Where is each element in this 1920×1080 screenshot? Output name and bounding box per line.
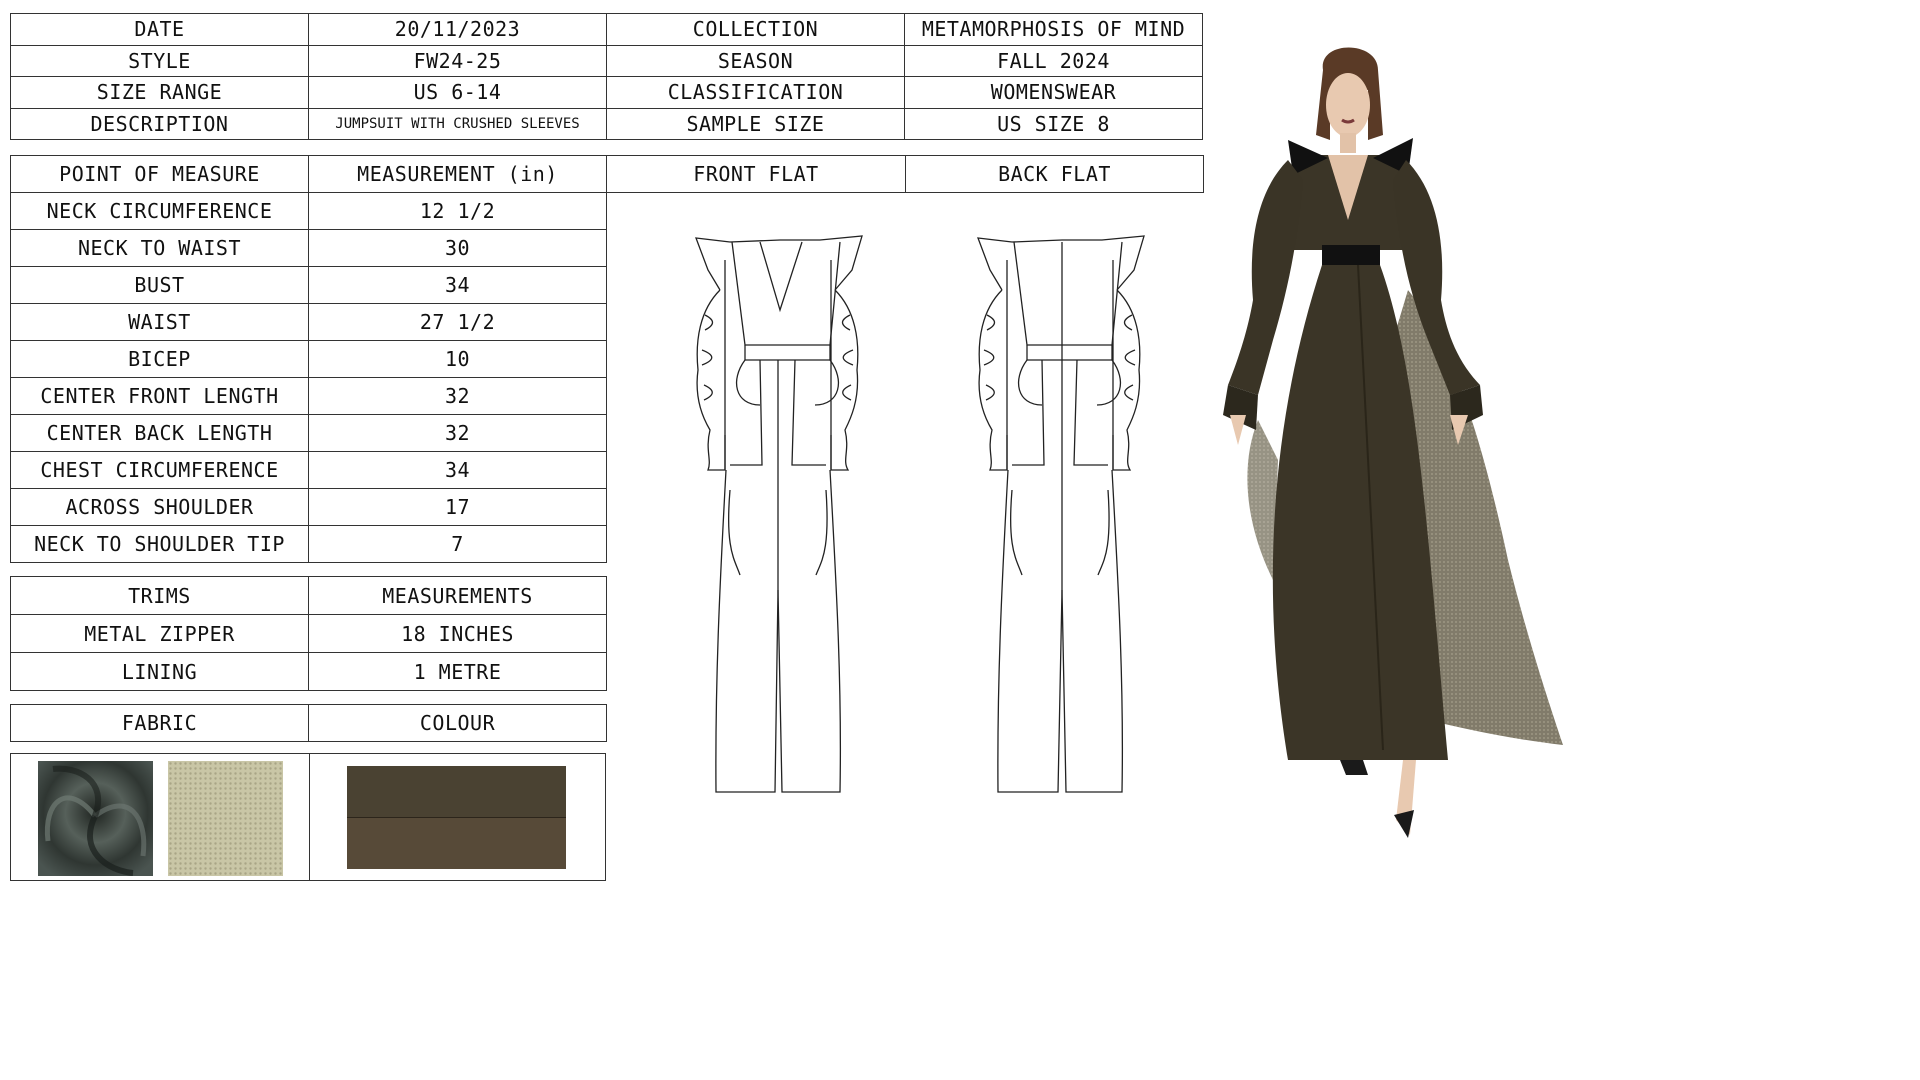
fabric-table [10, 704, 607, 742]
pom-value: 34 [309, 452, 607, 489]
table-row [11, 615, 607, 653]
flat-header-table [606, 155, 1204, 193]
table-row [11, 193, 607, 230]
pom-label: BICEP [11, 341, 309, 378]
trim-value: 18 INCHES [309, 615, 607, 653]
column-header: MEASUREMENTS [309, 577, 607, 615]
column-header: COLOUR [309, 705, 607, 742]
back-flat-sketch [972, 230, 1152, 795]
table-row [11, 489, 607, 526]
table-header-row [11, 577, 607, 615]
table-row [11, 653, 607, 691]
table-row [11, 108, 1203, 140]
header-value: METAMORPHOSIS OF MIND [905, 14, 1203, 46]
spec-header-table [10, 13, 1203, 140]
header-label: DESCRIPTION [11, 108, 309, 140]
table-row [11, 267, 607, 304]
table-row [11, 14, 1203, 46]
pom-value: 32 [309, 378, 607, 415]
pom-label: CENTER FRONT LENGTH [11, 378, 309, 415]
measurement-table [10, 155, 607, 563]
table-row [11, 341, 607, 378]
table-row [11, 45, 1203, 77]
header-value: US 6-14 [309, 77, 607, 109]
table-header-row [11, 705, 607, 742]
pom-value: 32 [309, 415, 607, 452]
table-header-row [607, 156, 1204, 193]
trim-label: LINING [11, 653, 309, 691]
pom-value: 17 [309, 489, 607, 526]
header-label: SAMPLE SIZE [607, 108, 905, 140]
pom-label: NECK CIRCUMFERENCE [11, 193, 309, 230]
header-label: SIZE RANGE [11, 77, 309, 109]
header-value: FW24-25 [309, 45, 607, 77]
header-value: JUMPSUIT WITH CRUSHED SLEEVES [309, 108, 607, 140]
back-flat-label: BACK FLAT [906, 156, 1204, 193]
column-header: POINT OF MEASURE [11, 156, 309, 193]
pom-value: 34 [309, 267, 607, 304]
pom-label: ACROSS SHOULDER [11, 489, 309, 526]
trims-table [10, 576, 607, 691]
pom-value: 7 [309, 526, 607, 563]
table-row [11, 304, 607, 341]
front-flat-sketch [690, 230, 870, 795]
fabric-swatch-satin [38, 761, 153, 876]
front-flat-label: FRONT FLAT [607, 156, 906, 193]
divider [309, 754, 310, 880]
pom-value: 27 1/2 [309, 304, 607, 341]
header-value: WOMENSWEAR [905, 77, 1203, 109]
table-row [11, 77, 1203, 109]
column-header: FABRIC [11, 705, 309, 742]
pom-label: NECK TO SHOULDER TIP [11, 526, 309, 563]
pom-value: 12 1/2 [309, 193, 607, 230]
table-row [11, 526, 607, 563]
pom-label: WAIST [11, 304, 309, 341]
table-header-row [11, 156, 607, 193]
colour-swatch-1 [347, 766, 566, 818]
table-row [11, 452, 607, 489]
table-row [11, 415, 607, 452]
header-value: FALL 2024 [905, 45, 1203, 77]
header-label: STYLE [11, 45, 309, 77]
pom-label: BUST [11, 267, 309, 304]
header-label: CLASSIFICATION [607, 77, 905, 109]
table-row [11, 230, 607, 267]
pom-value: 10 [309, 341, 607, 378]
pom-label: NECK TO WAIST [11, 230, 309, 267]
swatch-panel [10, 753, 606, 881]
pom-value: 30 [309, 230, 607, 267]
trim-label: METAL ZIPPER [11, 615, 309, 653]
fashion-illustration [1218, 40, 1563, 840]
pom-label: CHEST CIRCUMFERENCE [11, 452, 309, 489]
header-value: US SIZE 8 [905, 108, 1203, 140]
trim-value: 1 METRE [309, 653, 607, 691]
column-header: MEASUREMENT (in) [309, 156, 607, 193]
header-value: 20/11/2023 [309, 14, 607, 46]
colour-swatch-2 [347, 818, 566, 869]
column-header: TRIMS [11, 577, 309, 615]
pom-label: CENTER BACK LENGTH [11, 415, 309, 452]
table-row [11, 378, 607, 415]
fabric-swatch-mesh [168, 761, 283, 876]
header-label: COLLECTION [607, 14, 905, 46]
header-label: SEASON [607, 45, 905, 77]
header-label: DATE [11, 14, 309, 46]
